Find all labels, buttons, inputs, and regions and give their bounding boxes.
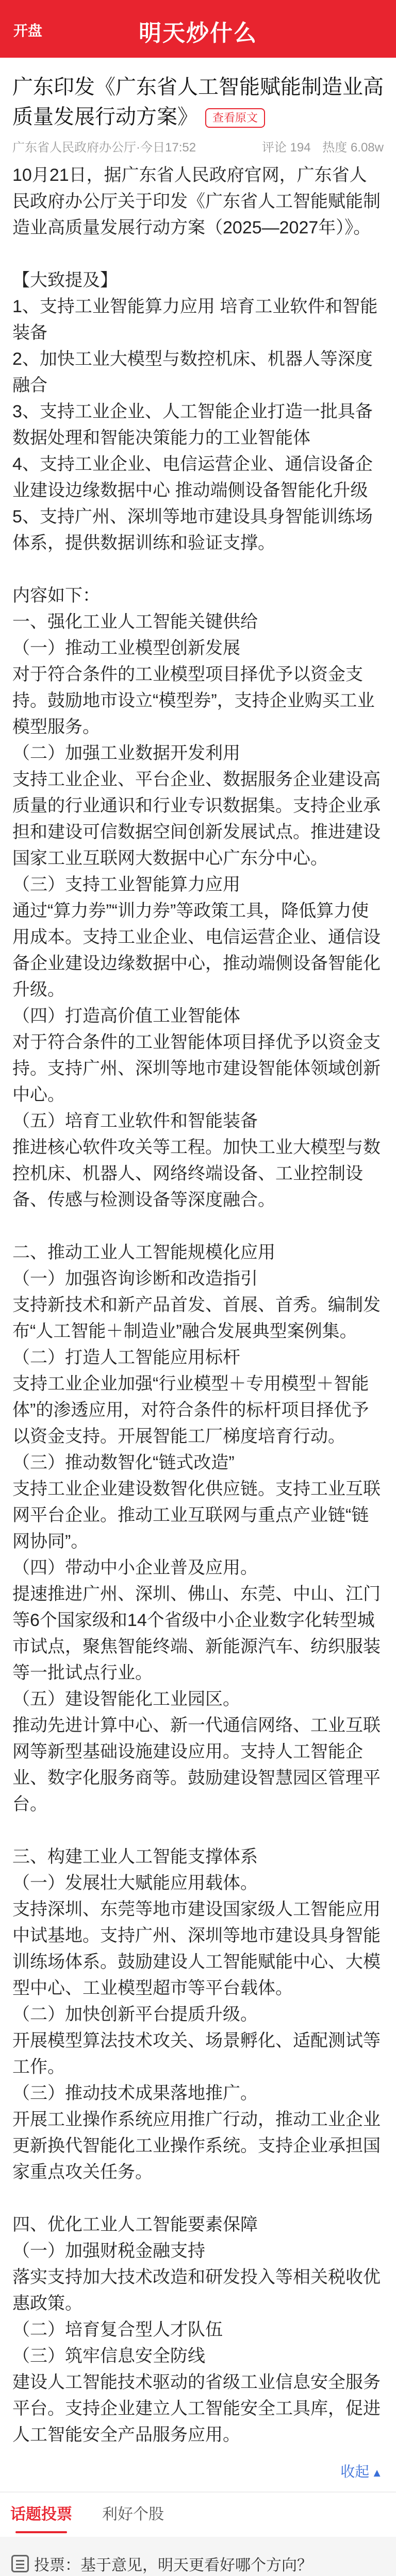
view-original-button[interactable]: 查看原文 xyxy=(205,108,265,128)
article-paragraph: （一）加强咨询诊断和改造指引 xyxy=(12,1269,258,1289)
top-banner xyxy=(0,0,396,58)
article-paragraph: 提速推进广州、深圳、佛山、东莞、中山、江门等6个国家级和14个省级中小企业数字化转型城市试点，聚焦智能终端、新能源汽车、纺织服装等一批试点行业。 xyxy=(12,1584,381,1683)
article-paragraph: （五）培育工业软件和智能装备 xyxy=(12,1111,258,1131)
article-paragraph: （二）打造人工智能应用标杆 xyxy=(12,1348,240,1367)
article-title xyxy=(12,72,384,132)
article xyxy=(0,58,396,2448)
article-paragraph: 通过“算力券”“训力券”等政策工具，降低算力使用成本。支持工业企业、电信运营企业、通信设备企业建设边缘数据中心，推动端侧设备智能化升级。 xyxy=(12,901,381,999)
article-source: 广东省人民政府办公厅 xyxy=(12,141,136,155)
tab-topic-vote[interactable]: 话题投票 xyxy=(10,2492,102,2537)
article-paragraph: 对于符合条件的工业模型项目择优予以资金支持。鼓励地市设立“模型券”，支持企业购买工业模型服务。 xyxy=(12,665,375,737)
paragraph-gap xyxy=(12,2185,384,2212)
collapse-button[interactable] xyxy=(0,2448,396,2492)
article-paragraph: 开展模型算法技术攻关、场景孵化、适配测试等工作。 xyxy=(12,2031,381,2077)
article-body xyxy=(12,162,384,2448)
article-paragraph: 一、强化工业人工智能关键供给 xyxy=(12,612,258,632)
article-paragraph: （一）发展壮大赋能应用载体。 xyxy=(12,1873,258,1893)
article-paragraph: 四、优化工业人工智能要素保障 xyxy=(12,2215,258,2234)
poll-question-text: 投票：基于意见，明天更看好哪个方向？ xyxy=(34,2557,312,2574)
article-paragraph: 5、支持广州、深圳等地市建设具身智能训练场体系，提供数据训练和验证支撑。 xyxy=(12,507,373,553)
article-paragraph: 10月21日，据广东省人民政府官网，广东省人民政府办公厅关于印发《广东省人工智能赋能制造业高质量发展行动方案（2025—2027年）》。 xyxy=(12,165,381,238)
article-paragraph: （五）建设智能化工业园区。 xyxy=(12,1689,240,1709)
paragraph-gap xyxy=(12,556,384,583)
article-paragraph: （一）推动工业模型创新发展 xyxy=(12,638,240,658)
tab-bullish-stocks[interactable]: 利好个股 xyxy=(102,2506,164,2523)
article-paragraph: （一）加强财税金融支持 xyxy=(12,2241,205,2261)
article-paragraph: 3、支持工业企业、人工智能企业打造一批具备数据处理和智能决策能力的工业智能体 xyxy=(12,402,373,448)
article-time: 今日17:52 xyxy=(140,141,196,155)
article-paragraph: 支持工业企业加强“行业模型＋专用模型＋智能体”的渗透应用，对符合条件的标杆项目择优予以资金支持。开展智能工厂梯度培育行动。 xyxy=(12,1374,369,1446)
poll-icon xyxy=(11,2555,29,2572)
article-paragraph: （三）推动技术成果落地推广。 xyxy=(12,2083,258,2103)
article-paragraph: （三）支持工业智能算力应用 xyxy=(12,875,240,894)
paragraph-gap xyxy=(12,1213,384,1240)
article-paragraph: 推动先进计算中心、新一代通信网络、工业互联网等新型基础设施建设应用。支持人工智能企业、数字化服务商等。鼓励建设智慧园区管理平台。 xyxy=(12,1716,381,1814)
article-paragraph: 支持深圳、东莞等地市建设国家级人工智能应用中试基地。支持广州、深圳等地市建设具身智能训练场体系。鼓励建设人工智能赋能中心、大模型中心、工业模型超市等平台载体。 xyxy=(12,1900,381,1998)
article-paragraph: 支持工业企业、平台企业、数据服务企业建设高质量的行业通识和行业专识数据集。支持企业承担和建设可信数据空间创新发展试点。推进建设国家工业互联网大数据中心广东分中心。 xyxy=(12,770,381,868)
article-paragraph: （二）加快创新平台提质升级。 xyxy=(12,2005,258,2024)
poll-question xyxy=(11,2552,385,2575)
article-paragraph: 建设人工智能技术驱动的省级工业信息安全服务平台。支持企业建立人工智能安全工具库，促进人工智能安全产品服务应用。 xyxy=(12,2372,381,2445)
article-paragraph: 1、支持工业智能算力应用 培育工业软件和智能装备 xyxy=(12,297,378,343)
article-paragraph: （二）加强工业数据开发利用 xyxy=(12,743,240,763)
brand-label[interactable]: 开盘 xyxy=(13,23,43,39)
article-paragraph: 支持新技术和新产品首发、首展、首秀。编制发布“人工智能＋制造业”融合发展典型案例集。 xyxy=(12,1295,381,1341)
poll-section xyxy=(0,2537,396,2576)
article-paragraph: 【大致提及】 xyxy=(12,270,118,290)
article-title-text: 广东印发《广东省人工智能赋能制造业高质量发展行动方案》 xyxy=(12,76,384,128)
article-paragraph: （二）培育复合型人才队伍 xyxy=(12,2320,223,2340)
heat-count: 热度 6.08w xyxy=(322,141,384,155)
article-paragraph: 内容如下： xyxy=(12,586,100,605)
page-title: 明天炒什么 xyxy=(139,21,257,46)
collapse-label: 收起 xyxy=(340,2464,370,2480)
article-paragraph: 二、推动工业人工智能规模化应用 xyxy=(12,1243,275,1262)
article-paragraph: 三、构建工业人工智能支撑体系 xyxy=(12,1847,258,1867)
article-paragraph: （三）推动数智化“链式改造” xyxy=(12,1453,235,1472)
article-paragraph: 支持工业企业建设数智化供应链。支持工业互联网平台企业。推动工业互联网与重点产业链“链网协同”。 xyxy=(12,1479,381,1551)
article-paragraph: （四）打造高价值工业智能体 xyxy=(12,1006,240,1026)
paragraph-gap xyxy=(12,241,384,267)
caret-up-icon: ▲ xyxy=(371,2466,383,2479)
tab-bar xyxy=(0,2492,396,2537)
article-paragraph: 推进核心软件攻关等工程。加快工业大模型与数控机床、机器人、网络终端设备、工业控制设备、传感与检测设备等深度融合。 xyxy=(12,1138,381,1210)
paragraph-gap xyxy=(12,1818,384,1844)
article-meta: 广东省人民政府办公厅·今日17:52 评论 194 热度 6.08w xyxy=(12,141,384,155)
article-paragraph: （三）筑牢信息安全防线 xyxy=(12,2346,205,2366)
article-paragraph: 对于符合条件的工业智能体项目择优予以资金支持。支持广州、深圳等地市建设智能体领域创新中心。 xyxy=(12,1032,381,1105)
comment-count[interactable]: 评论 194 xyxy=(261,141,311,155)
article-paragraph: （四）带动中小企业普及应用。 xyxy=(12,1558,258,1578)
article-paragraph: 2、加快工业大模型与数控机床、机器人等深度融合 xyxy=(12,349,373,395)
article-paragraph: 4、支持工业企业、电信运营企业、通信设备企业建设边缘数据中心 推动端侧设备智能化升级 xyxy=(12,454,373,500)
article-paragraph: 落实支持加大技术改造和研发投入等相关税收优惠政策。 xyxy=(12,2267,381,2313)
article-paragraph: 开展工业操作系统应用推广行动，推动工业企业更新换代智能化工业操作系统。支持企业承担国家重点攻关任务。 xyxy=(12,2110,381,2182)
